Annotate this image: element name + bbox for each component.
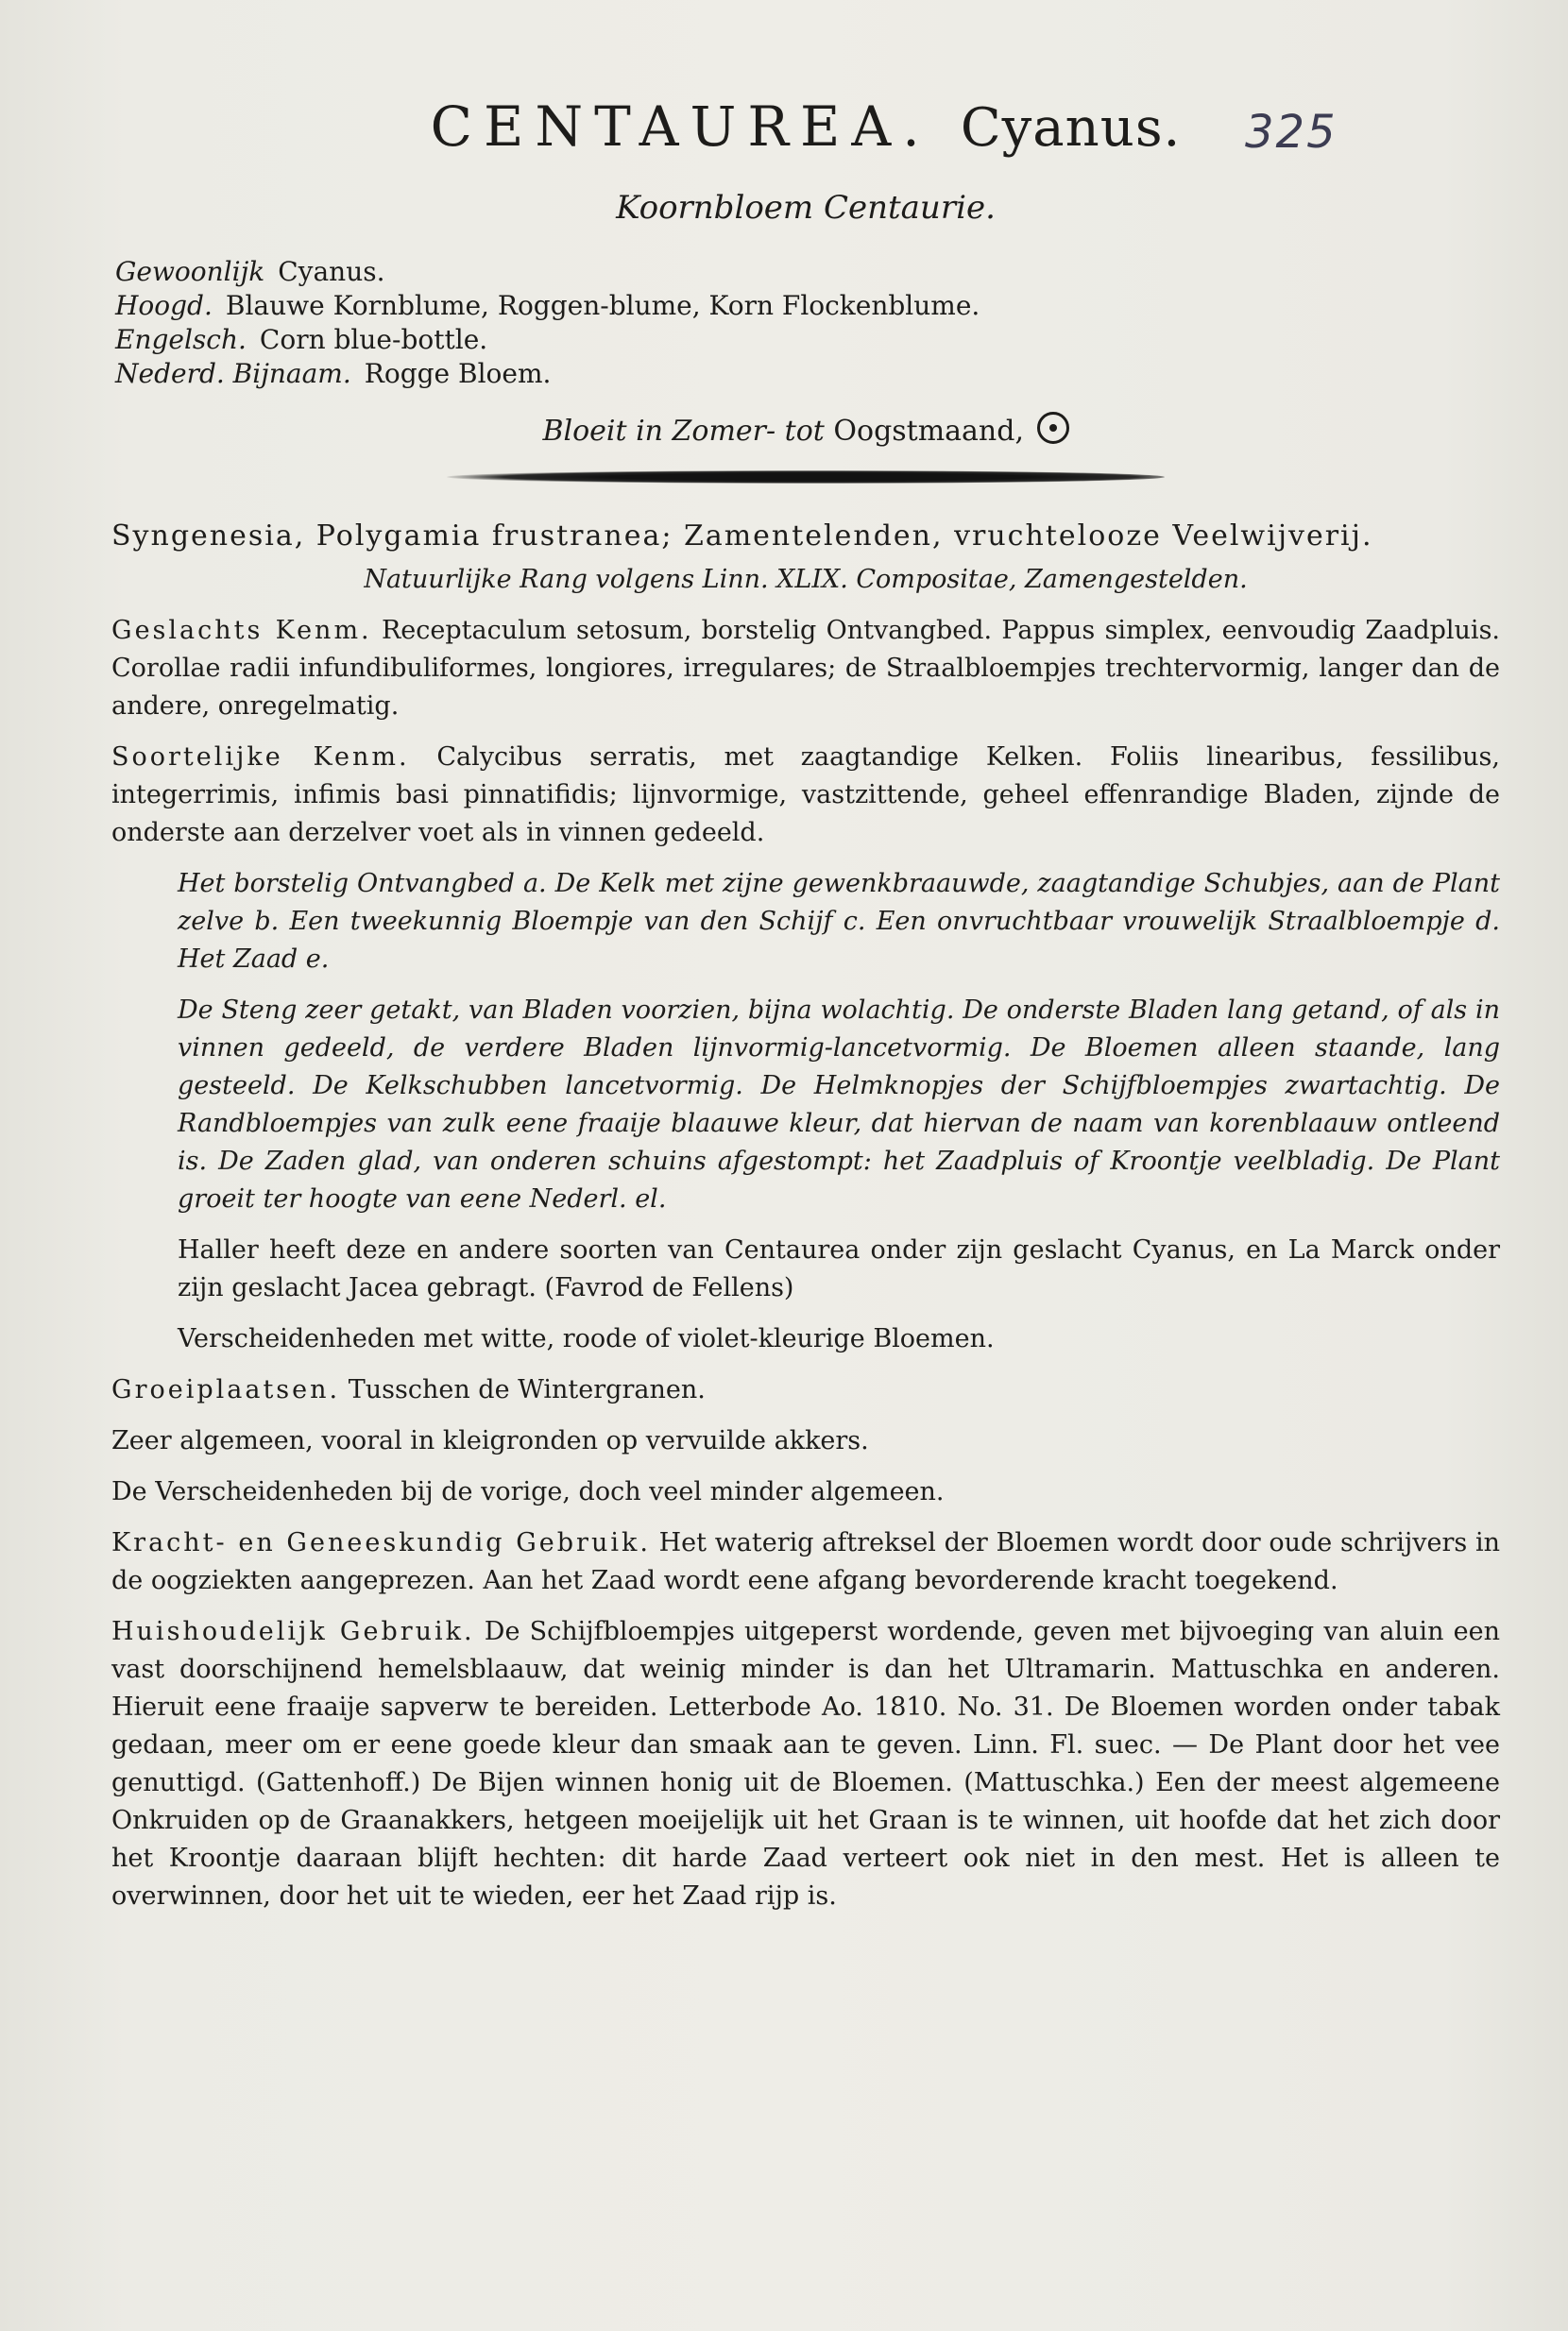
name-line: Engelsch. Corn blue-bottle. bbox=[115, 324, 488, 355]
linnaean-classification: Syngenesia, Polygamia frustranea; Zamentelenden, vruchtelooze Veelwijverij. bbox=[111, 519, 1373, 553]
vernacular-names bbox=[115, 255, 1500, 391]
figure-legend: Het borstelig Ontvangbed a. De Kelk met zijne gewenkbraauwde, zaagtandige Schubjes, aan de Plant zelve b. Een tweekunnig Bloempje van den Schijf c. Een onvruchtbaar vrouwelijk Straalbloempje d. Het Zaad e. bbox=[178, 869, 1500, 974]
text-column bbox=[111, 94, 1500, 1929]
annual-symbol-icon bbox=[1037, 412, 1069, 444]
plant-description: De Steng zeer getakt, van Bladen voorzien, bijna wolachtig. De onderste Bladen lang getand, of als in vinnen gedeeld, de verdere Bladen lijnvormig-lancetvormig. De Bloemen alleen staande, lang gesteeld. De Kelkschubben lancetvormig. De Helmknopjes der Schijfbloempjes zwartachtig. De Randbloempjes van zulk eene fraaije blaauwe kleur, dat hiervan de naam van korenblaauw ontleend is. De Zaden glad, van onderen schuins afgestompt: het Zaadpluis of Kroontje veelbladig. De Plant groeit ter hoogte van eene Nederl. el. bbox=[178, 995, 1500, 1214]
habitat: Groeiplaatsen. Tusschen de Wintergranen. bbox=[111, 1375, 706, 1404]
name-line: Gewoonlijk Cyanus. bbox=[115, 256, 385, 287]
flowering-period: Bloeit in Zomer- tot Oogstmaand, bbox=[111, 412, 1500, 448]
species-title: Cyanus. bbox=[960, 97, 1182, 159]
medicinal-use: Kracht- en Geneeskundig Gebruik. Het waterig aftreksel der Bloemen wordt door oude schrijvers in de oogziekten aangeprezen. Aan het Zaad wordt eene afgang bevorderende kracht toegekend. bbox=[111, 1528, 1500, 1595]
handwritten-plate-number: 325 bbox=[1245, 106, 1338, 159]
varieties-frequency: De Verscheidenheden bij de vorige, doch veel minder algemeen. bbox=[111, 1477, 945, 1506]
varieties-note: Verscheidenheden met witte, roode of violet-kleurige Bloemen. bbox=[178, 1324, 995, 1353]
species-characteristics: Soortelijke Kenm. Calycibus serratis, met zaagtandige Kelken. Foliis linearibus, fessilibus, integerrimis, infimis basi pinnatifidis; lijnvormige, vastzittende, geheel effenrandige Bladen, zijnde de onderste aan derzelver voet als in vinnen gedeeld. bbox=[111, 742, 1500, 847]
dutch-common-name: Koornbloem Centaurie. bbox=[616, 189, 996, 227]
name-line: Hoogd. Blauwe Kornblume, Roggen-blume, Korn Flockenblume. bbox=[115, 290, 980, 321]
household-use: Huishoudelijk Gebruik. De Schijfbloempjes uitgeperst wordende, geven met bijvoeging van aluin een vast doorschijnend hemelsblaauw, dat weinig minder is dan het Ultramarin. Mattuschka en anderen. Hieruit eene fraaije sapverw te bereiden. Letterbode Ao. 1810. No. 31. De Bloemen worden onder tabak gedaan, meer om er eene goede kleur dan smaak aan te geven. Linn. Fl. suec. — De Plant door het vee genuttigd. (Gattenhoff.) De Bijen winnen honig uit de Bloemen. (Mattuschka.) Een der meest algemeene Onkruiden op de Graanakkers, hetgeen moeijelijk uit het Graan is te winnen, uit hoofde dat het zich door het Kroontje daaraan blijft hechten: dit harde Zaad verteert ook niet in den mest. Het is alleen te overwinnen, door het uit te wieden, eer het Zaad rijp is. bbox=[111, 1617, 1500, 1911]
habitat-frequency: Zeer algemeen, vooral in kleigronden op vervuilde akkers. bbox=[111, 1426, 869, 1455]
synonymy-note: Haller heeft deze en andere soorten van Centaurea onder zijn geslacht Cyanus, en La Marck onder zijn geslacht Jacea gebragt. (Favrod de Fellens) bbox=[178, 1235, 1500, 1302]
title-row bbox=[111, 94, 1500, 179]
name-line: Nederd. Bijnaam. Rogge Bloem. bbox=[115, 358, 552, 389]
genus-characteristics: Geslachts Kenm. Receptaculum setosum, borstelig Ontvangbed. Pappus simplex, eenvoudig Zaadpluis. Corollae radii infundibuliformes, longiores, irregulares; de Straalbloempjes trechtervormig, langer dan de andere, onregelmatig. bbox=[111, 616, 1501, 721]
decorative-rule bbox=[447, 470, 1165, 484]
genus-title: CENTAUREA. bbox=[430, 94, 931, 159]
natural-rank: Natuurlijke Rang volgens Linn. XLIX. Compositae, Zamengestelden. bbox=[364, 565, 1248, 594]
